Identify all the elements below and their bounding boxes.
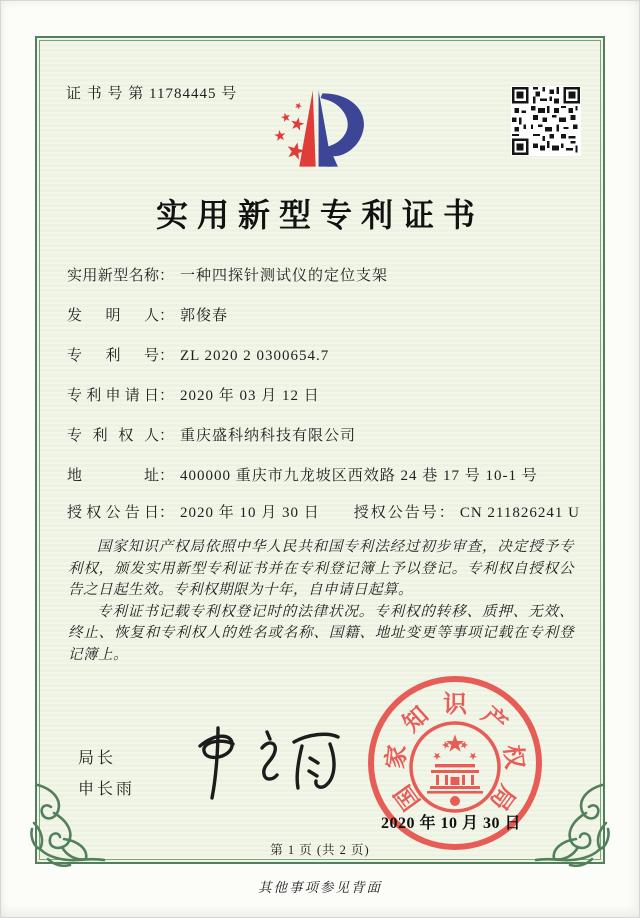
colon: ：: [438, 505, 454, 521]
field-label: 发明人: [67, 308, 159, 324]
colon: ：: [159, 428, 175, 444]
cnipa-logo-icon: [253, 84, 388, 176]
field-label: 授权公告号: [353, 505, 439, 521]
field-row-patent-no: [67, 344, 329, 365]
legal-paragraph-1: 国家知识产权局依照中华人民共和国专利法经过初步审查，决定授予专利权，颁发实用新型专利证书并在专利登记簿上予以登记。专利权自授权公告之日起生效。专利权期限为十年，自申请日起算。: [68, 539, 574, 598]
field-label: 实用新型名称: [67, 268, 159, 284]
seal-char: 局: [484, 779, 520, 815]
colon: ：: [159, 388, 175, 404]
field-row-grant: [67, 501, 580, 522]
colon: ：: [159, 348, 175, 364]
page-number: 第 1 页 (共 2 页): [270, 843, 370, 857]
seal-char: 权: [498, 743, 527, 771]
field-row-name: [67, 264, 388, 285]
certificate-number: 证 书 号 第 11784445 号: [66, 86, 238, 102]
colon: ：: [159, 505, 175, 521]
national-emblem: [411, 723, 499, 811]
qr-code-icon: [511, 86, 581, 156]
field-grant-no: [354, 505, 580, 521]
back-side-note: 其他事项参见背面: [258, 880, 382, 895]
commissioner-name: 申长雨: [78, 781, 136, 798]
field-row-address: [67, 464, 538, 485]
colon: ：: [159, 308, 175, 324]
seal-char: 知: [398, 702, 434, 738]
seal-char: 识: [443, 692, 467, 718]
certificate-title: 实用新型专利证书: [155, 197, 484, 233]
field-value: ZL 2020 2 0300654.7: [180, 348, 330, 364]
field-value: CN 211826241 U: [459, 505, 580, 521]
field-value: 一种四探针测试仪的定位支架: [180, 268, 389, 284]
field-value: 400000 重庆市九龙坡区西效路 24 巷 17 号 10-1 号: [180, 468, 538, 484]
field-label: 专利号: [67, 348, 159, 364]
field-value: 重庆盛科纳科技有限公司: [180, 428, 357, 444]
field-value: 2020 年 10 月 30 日: [180, 505, 320, 521]
field-label: 专利权人: [67, 428, 159, 444]
field-label: 专利申请日: [67, 388, 159, 404]
seal-date: 2020 年 10 月 30 日: [381, 815, 522, 832]
seal-char: 国: [390, 779, 426, 815]
field-value: 2020 年 03 月 12 日: [180, 388, 320, 404]
commissioner-title: 局长: [78, 750, 117, 767]
colon: ：: [159, 468, 175, 484]
field-row-filing-date: [67, 384, 320, 405]
field-row-patentee: [67, 424, 356, 445]
field-label: 授权公告日: [67, 505, 159, 521]
field-label: 地址: [67, 468, 159, 484]
commissioner-signature-icon: [178, 722, 343, 810]
legal-text: [68, 537, 574, 666]
field-value: 郭俊春: [180, 308, 229, 324]
colon: ：: [159, 268, 175, 284]
legal-paragraph-2: 专利证书记载专利权登记时的法律状况。专利权的转移、质押、无效、终止、恢复和专利权人的姓名或名称、国籍、地址变更等事项记载在专利登记簿上。: [68, 603, 574, 663]
seal-char: 家: [383, 743, 412, 771]
seal-char: 产: [476, 702, 512, 738]
field-row-inventor: [67, 304, 228, 325]
